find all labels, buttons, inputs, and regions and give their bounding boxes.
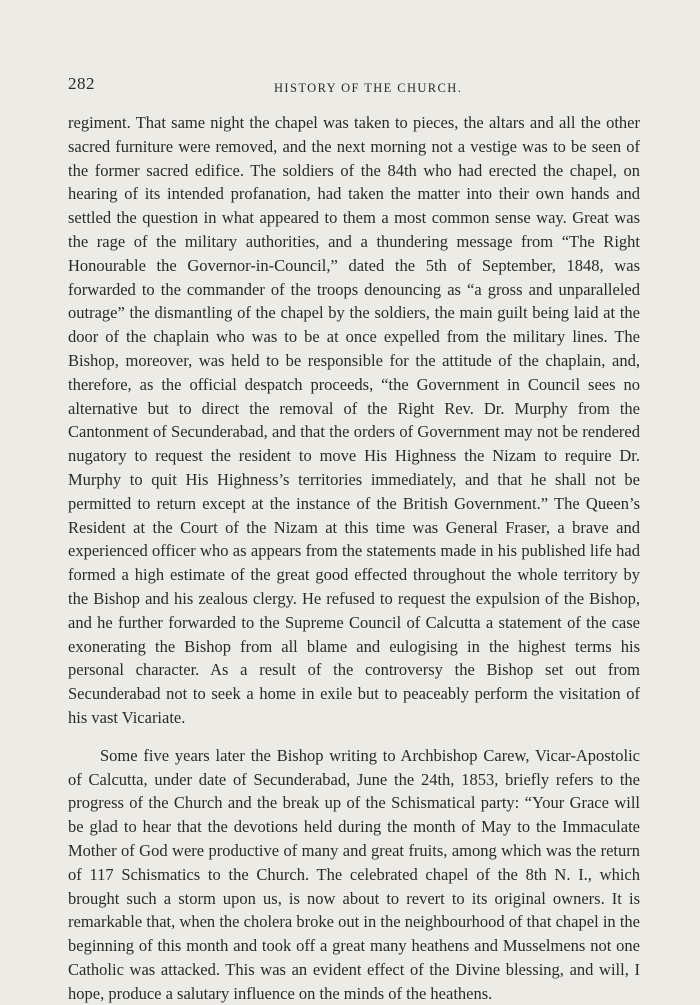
paragraph: regiment. That same night the chapel was taken to pieces, the altars and all the other sacred furniture were removed, and the next morning not a vestige was to be seen of the former sacred edifice. The soldiers of the 84th who had erected the chapel, on hearing of its intended profanation, had taken the matter into their own hands and settled the question in what appeared to them a most common sense way. Great was the rage of the military authorities, and a thundering message from “The Right Honourable the Governor-in-Council,” dated the 5th of September, 1848, was forwarded to the commander of the troops denouncing as “a gross and unparalleled outrage” the dismantling of the chapel by the soldiers, the main guilt being laid at the door of the chaplain who was to be at once expelled from the military lines. The Bishop, moreover, was held to be responsible for the attitude of the chaplain, and, therefore, as the official despatch proceeds, “the Government in Council sees no alternative but to direct the removal of the Right Rev. Dr. Murphy from the Cantonment of Secunderabad, and that the orders of Government may not be rendered nugatory to request the resident to move His Highness the Nizam to require Dr. Murphy to quit His Highness’s territories immediately, and that he shall not be permitted to return except at the instance of the British Government.” The Queen’s Resident at the Court of the Nizam at this time was General Fraser, a brave and experienced officer who as appears from the statements made in his published life had formed a high estimate of the great good effected throughout the whole territory by the Bishop and his zealous clergy. He refused to request the expulsion of the Bishop, and he further forwarded to the Supreme Council of Calcutta a statement of the case exonerating the Bishop from all blame and eulogising in the highest terms his personal character. As a result of the controversy the Bishop set out from Secunderabad not to seek a home in exile but to peaceably perform the visitation of his vast Vicariate. <box>68 113 640 727</box>
body-text <box>68 111 640 1005</box>
page-header <box>68 70 640 100</box>
running-title: HISTORY OF THE CHURCH. <box>274 81 463 95</box>
paragraph: Some five years later the Bishop writing to Archbishop Carew, Vicar-Apostolic of Calcutta, under date of Secunderabad, June the 24th, 1853, briefly refers to the progress of the Church and the break up of the Schismatical party: “Your Grace will be glad to hear that the devotions held during the month of May to the Immaculate Mother of God were productive of many and great fruits, among which was the return of 117 Schismatics to the Church. The celebrated chapel of the 8th N. I., which brought such a storm upon us, is now about to revert to its original owners. It is remarkable that, when the cholera broke out in the neighbourhood of that chapel in the beginning of this month and took off a great many heathens and Musselmens not one Catholic was attacked. This was an evident effect of the Divine blessing, and will, I hope, produce a salutary influence on the minds of the heathens. <box>68 745 640 1003</box>
page-number: 282 <box>68 74 95 93</box>
